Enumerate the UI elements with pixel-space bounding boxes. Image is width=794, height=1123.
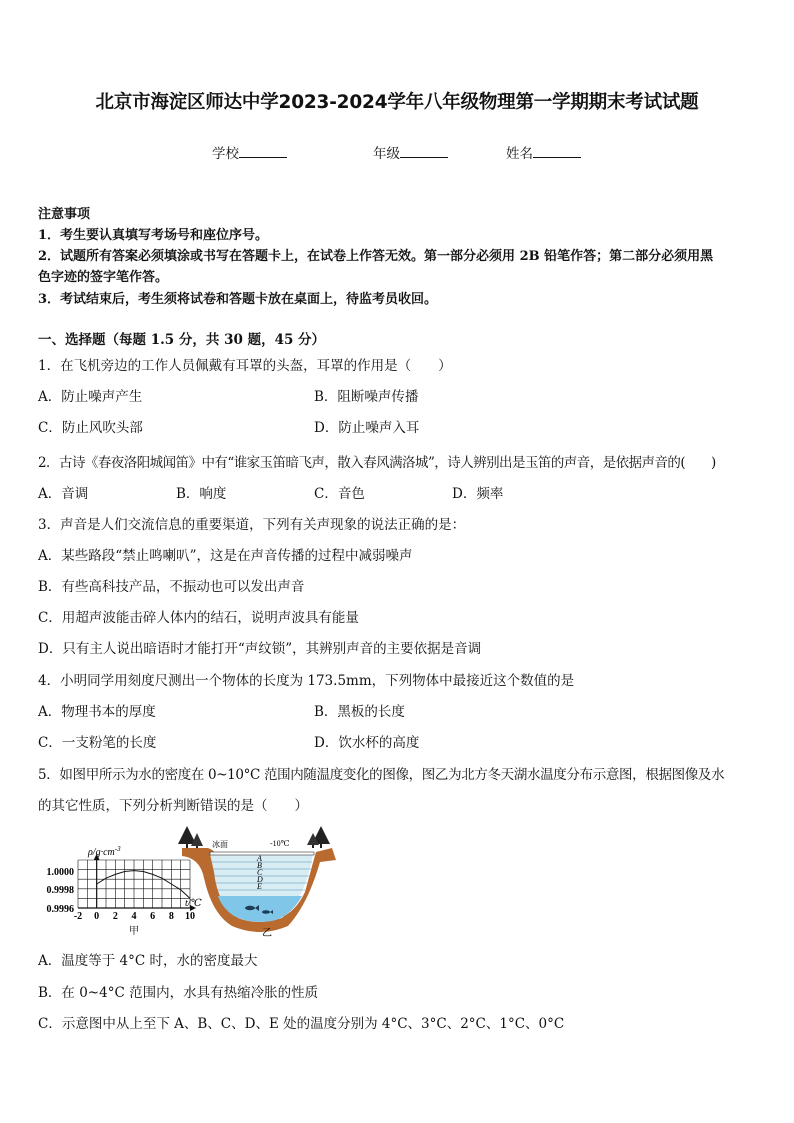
q5-option-c[interactable]: C．示意图中从上至下 A、B、C、D、E 处的温度分别为 4°C、3°C、2°C、1°C、0°C <box>38 1016 565 1032</box>
q1-option-d[interactable]: D．防止噪声入耳 <box>314 420 420 436</box>
air-temp-label: -10℃ <box>270 839 290 848</box>
q5-stem-line2: 的其它性质，下列分析判断错误的是（ ） <box>38 798 308 814</box>
q5-option-a[interactable]: A．温度等于 4°C 时，水的密度最大 <box>38 953 258 969</box>
notice-item-2: 2．试题所有答案必须填涂或书写在答题卡上，在试卷上作答无效。第一部分必须用 2B 铅笔作答；第二部分必须用黑 <box>38 249 714 264</box>
tree-right-icon <box>307 826 330 848</box>
q1-option-b[interactable]: B．阻断噪声传播 <box>314 389 419 405</box>
graph-x-tick-5: 6 <box>150 911 156 922</box>
q3-option-a[interactable]: A．某些路段“禁止鸣喇叭”，这是在声音传播的过程中减弱噪声 <box>38 548 413 564</box>
layer-label-e: E <box>257 882 262 891</box>
q2-option-d[interactable]: D．频率 <box>452 486 504 502</box>
name-blank[interactable] <box>533 145 581 158</box>
school-label: 学校 <box>212 146 239 162</box>
q2-option-a[interactable]: A．音调 <box>38 486 89 502</box>
graph-y-tick-3: 0.9996 <box>46 904 74 915</box>
school-field[interactable] <box>212 142 287 162</box>
q4-option-d[interactable]: D．饮水杯的高度 <box>314 735 420 751</box>
grade-field[interactable] <box>373 142 448 162</box>
q3-stem: 3．声音是人们交流信息的重要渠道，下列有关声现象的说法正确的是： <box>38 517 466 533</box>
ice-surface <box>210 852 314 855</box>
graph-xlabel: t/℃ <box>185 898 202 909</box>
q2-option-b[interactable]: B．响度 <box>176 486 227 502</box>
layer-label-a: A <box>257 854 262 863</box>
graph-x-tick-2: 0 <box>94 911 100 922</box>
name-field[interactable] <box>506 142 581 162</box>
q4-option-b[interactable]: B．黑板的长度 <box>314 704 405 720</box>
graph-caption: 甲 <box>129 926 139 937</box>
graph-y-tick-1: 1.0000 <box>46 867 74 878</box>
school-blank[interactable] <box>239 145 287 158</box>
notice-item-2-cont: 色字迹的签字笔作答。 <box>38 270 169 285</box>
grade-label: 年级 <box>373 146 400 162</box>
graph-x-tick-3: 2 <box>112 911 118 922</box>
ice-label: 冰面 <box>212 840 228 849</box>
q1-option-c[interactable]: C．防止风吹头部 <box>38 420 143 436</box>
graph-x-tick-6: 8 <box>168 911 174 922</box>
notice-item-3: 3．考试结束后，考生须将试卷和答题卡放在桌面上，待监考员收回。 <box>38 292 438 307</box>
layer-label-b: B <box>257 861 262 870</box>
graph-y-tick-2: 0.9998 <box>46 885 74 896</box>
tree-left-icon <box>178 826 203 849</box>
graph-x-tick-1: -2 <box>73 911 83 922</box>
graph-x-tick-4: 4 <box>131 911 137 922</box>
graph-ylabel: $\rho/g\cdot cm^{-3}$ <box>88 845 121 858</box>
q3-option-d[interactable]: D．只有主人说出暗语时才能打开“声纹锁”，其辨别声音的主要依据是音调 <box>38 641 482 657</box>
q2-option-c[interactable]: C．音色 <box>314 486 365 502</box>
name-label: 姓名 <box>506 146 533 162</box>
lake-diagram <box>170 822 340 940</box>
graph-x-tick-7: 10 <box>185 911 195 922</box>
q2-stem: 2．古诗《春夜洛阳城闻笛》中有“谁家玉笛暗飞声，散入春风满洛城”，诗人辨别出是玉笛的声音，是依据声音的( ) <box>38 455 716 471</box>
page-title: 北京市海淀区师达中学2023-2024学年八年级物理第一学期期末考试试题 <box>95 92 699 113</box>
q4-option-c[interactable]: C．一支粉笔的长度 <box>38 735 157 751</box>
section-heading: 一、选择题（每题 1.5 分，共 30 题，45 分） <box>38 332 326 348</box>
q5-option-b[interactable]: B．在 0~4°C 范围内，水具有热缩冷胀的性质 <box>38 985 319 1001</box>
q3-option-b[interactable]: B．有些高科技产品，不振动也可以发出声音 <box>38 579 305 595</box>
q5-stem-line1: 5．如图甲所示为水的密度在 0~10°C 范围内随温度变化的图像，图乙为北方冬天湖水温度分布示意图，根据图像及水 <box>38 767 725 783</box>
q4-stem: 4．小明同学用刻度尺测出一个物体的长度为 173.5mm，下列物体中最接近这个数值的是 <box>38 673 575 689</box>
grade-blank[interactable] <box>400 145 448 158</box>
notice-item-1: 1．考生要认真填写考场号和座位序号。 <box>38 228 269 243</box>
notice-heading: 注意事项 <box>38 207 91 222</box>
layer-label-c: C <box>257 868 263 877</box>
lake-caption: 乙 <box>262 928 272 939</box>
q4-option-a[interactable]: A．物理书本的厚度 <box>38 704 156 720</box>
q3-option-c[interactable]: C．用超声波能击碎人体内的结石，说明声波具有能量 <box>38 610 359 626</box>
layer-label-d: D <box>257 875 263 884</box>
q1-stem: 1．在飞机旁边的工作人员佩戴有耳罩的头盔，耳罩的作用是（ ） <box>38 358 452 374</box>
q1-option-a[interactable]: A．防止噪声产生 <box>38 389 143 405</box>
